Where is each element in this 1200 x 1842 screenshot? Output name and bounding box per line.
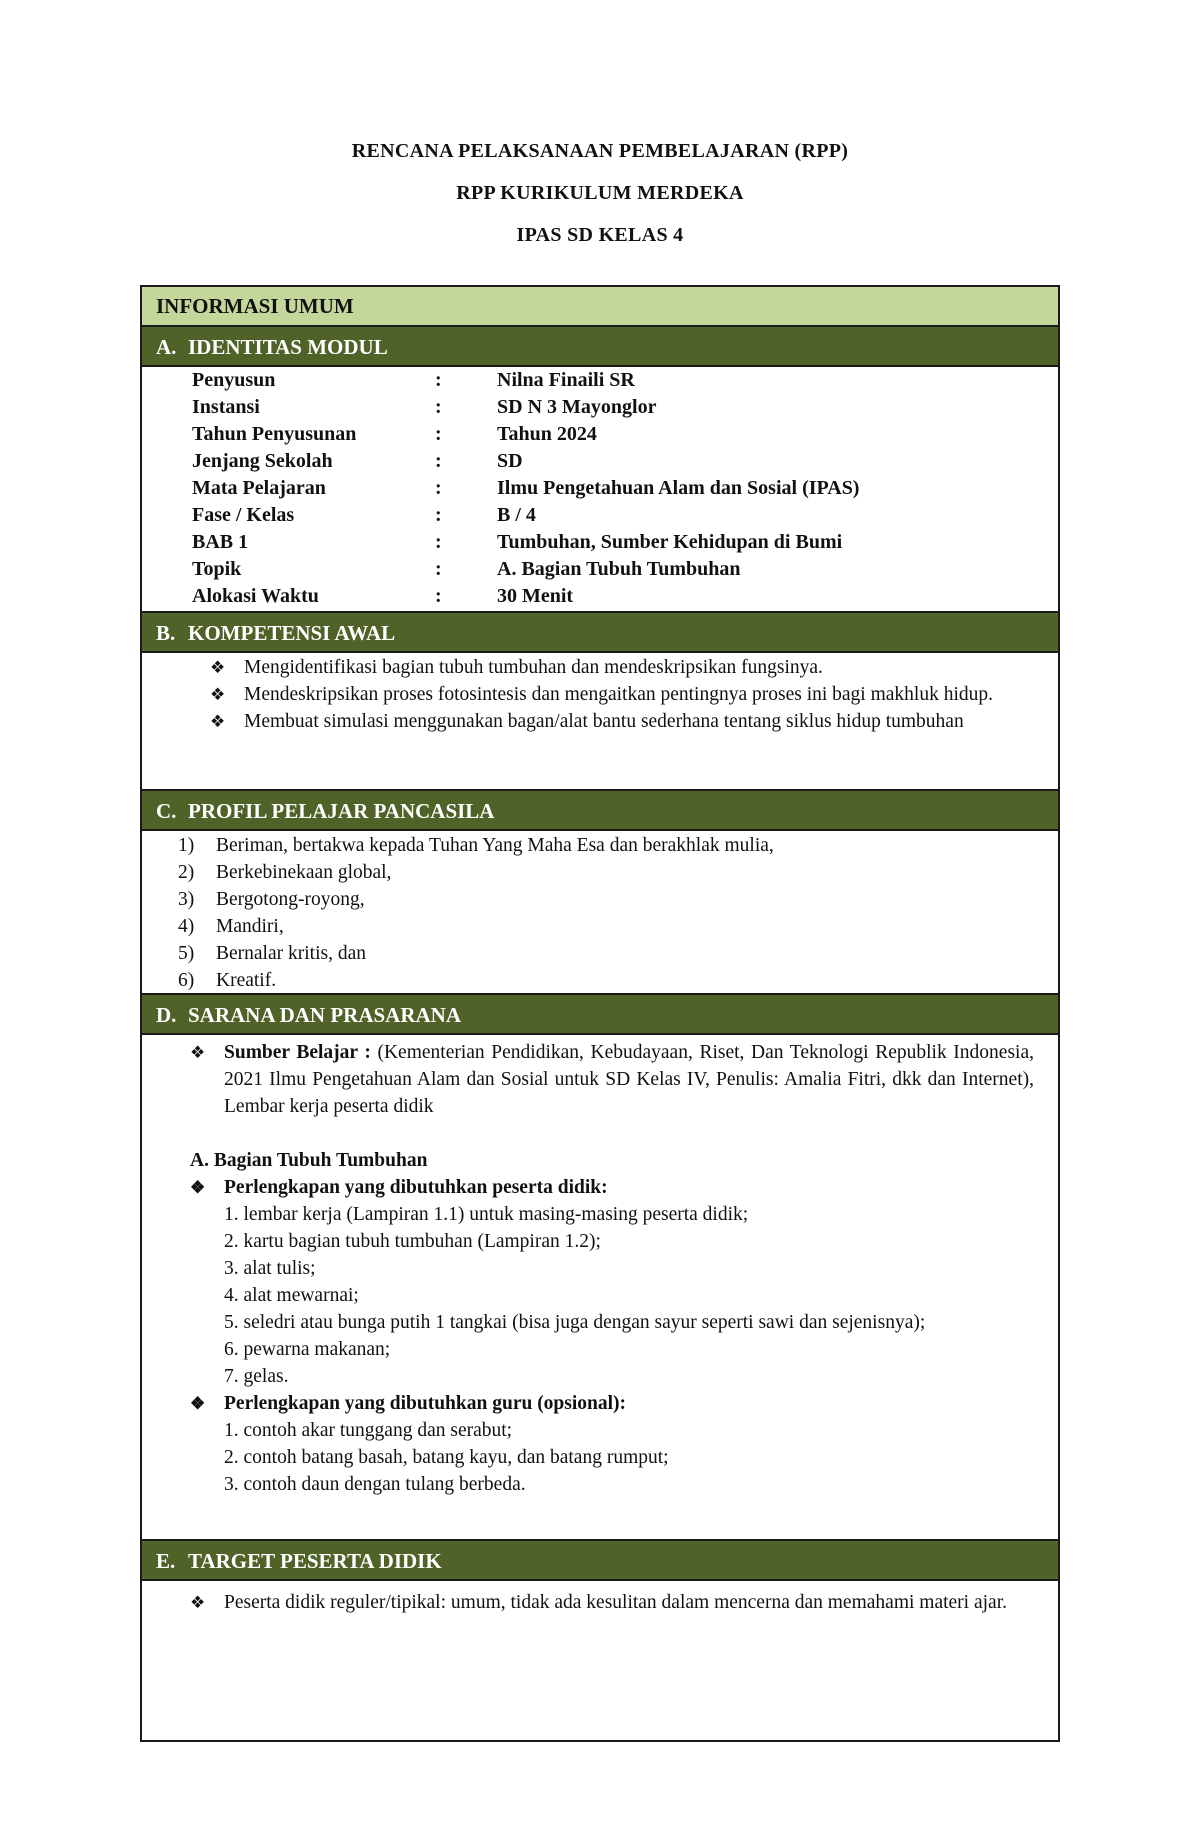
guru-items (182, 1417, 1034, 1498)
sarana-block (182, 1039, 1034, 1498)
profil-text: Kreatif. (216, 970, 277, 991)
list-item (178, 913, 774, 940)
sumber-belajar-item (182, 1039, 1034, 1120)
identitas-value: B / 4 (497, 504, 536, 526)
item-number: 5) (178, 943, 195, 964)
identitas-key: Mata Pelajaran (192, 477, 326, 499)
kompetensi-text: Membuat simulasi menggunakan bagan/alat bantu sederhana tentang siklus hidup tumbuhan (244, 711, 964, 732)
informasi-umum-header: INFORMASI UMUM (142, 287, 1058, 327)
identitas-colon: : (435, 558, 442, 580)
identitas-colon: : (435, 369, 442, 391)
identitas-colon: : (435, 585, 442, 607)
section-b-title: KOMPETENSI AWAL (188, 621, 396, 645)
list-item (202, 708, 1002, 735)
profil-text: Mandiri, (216, 916, 284, 937)
identitas-colon: : (435, 477, 442, 499)
identitas-key: Jenjang Sekolah (192, 450, 333, 472)
item-number: 3) (178, 889, 195, 910)
peserta-items (182, 1201, 984, 1390)
identitas-colon: : (435, 396, 442, 418)
section-d-title: SARANA DAN PRASARANA (188, 1003, 462, 1027)
section-b-letter: B. (156, 621, 176, 645)
section-d-header (142, 993, 1058, 1035)
identitas-value: Ilmu Pengetahuan Alam dan Sosial (IPAS) (497, 477, 860, 499)
sumber-belajar-label: Sumber Belajar : (224, 1042, 371, 1063)
identitas-colon: : (435, 504, 442, 526)
identitas-value: 30 Menit (497, 585, 574, 607)
section-e-letter: E. (156, 1549, 176, 1573)
section-a-title: IDENTITAS MODUL (188, 335, 388, 359)
list-item: 2. kartu bagian tubuh tumbuhan (Lampiran 1.2); (224, 1231, 601, 1252)
list-item (178, 859, 774, 886)
identitas-colon: : (435, 423, 442, 445)
guru-label: Perlengkapan yang dibutuhkan guru (opsional): (224, 1393, 627, 1414)
identitas-value: SD (497, 450, 523, 472)
profil-text: Beriman, bertakwa kepada Tuhan Yang Maha Esa dan berakhlak mulia, (216, 835, 774, 856)
list-item (178, 940, 774, 967)
item-number: 4) (178, 916, 195, 937)
identitas-key: BAB 1 (192, 531, 249, 553)
item-number: 2) (178, 862, 195, 883)
list-item: 1. lembar kerja (Lampiran 1.1) untuk masing-masing peserta didik; (224, 1204, 749, 1225)
list-item (178, 967, 774, 994)
list-item: 7. gelas. (224, 1366, 289, 1387)
peserta-label: Perlengkapan yang dibutuhkan peserta didik: (224, 1177, 608, 1198)
section-e-header (142, 1539, 1058, 1581)
diamond-bullet-icon: ❖ (210, 658, 226, 677)
kompetensi-text: Mengidentifikasi bagian tubuh tumbuhan dan mendeskripsikan fungsinya. (244, 657, 823, 678)
peserta-label-item (182, 1174, 1034, 1201)
sumber-belajar-text: (Kementerian Pendidikan, Kebudayaan, Riset, Dan Teknologi Republik Indonesia, 2021 Ilmu Pengetahuan Alam dan Sosial untuk SD Kelas IV, Penulis: Amalia Fitri, dkk dan Internet), Lembar kerja peserta didik (224, 1042, 1034, 1117)
profil-list (178, 832, 774, 994)
list-item: 5. seledri atau bunga putih 1 tangkai (bisa juga dengan sayur seperti sawi dan sejenisnya); (224, 1312, 926, 1333)
guru-label-item (182, 1390, 1034, 1417)
list-item: 3. contoh daun dengan tulang berbeda. (224, 1474, 526, 1495)
diamond-bullet-icon: ❖ (190, 1394, 206, 1413)
kompetensi-text: Mendeskripsikan proses fotosintesis dan mengaitkan pentingnya proses ini bagi makhluk hidup. (244, 684, 994, 705)
identitas-key: Penyusun (192, 369, 276, 391)
doc-title: RENCANA PELAKSANAAN PEMBELAJARAN (RPP) (351, 140, 849, 162)
section-a-letter: A. (156, 335, 177, 359)
section-c-title: PROFIL PELAJAR PANCASILA (188, 799, 495, 823)
list-item (178, 832, 774, 859)
item-number: 6) (178, 970, 195, 991)
identitas-value: Tumbuhan, Sumber Kehidupan di Bumi (497, 531, 843, 553)
section-a-header (142, 325, 1058, 367)
identitas-key: Instansi (192, 396, 260, 418)
list-item (202, 654, 1002, 681)
list-item (202, 681, 1002, 708)
profil-text: Bergotong-royong, (216, 889, 365, 910)
identitas-key: Fase / Kelas (192, 504, 295, 526)
identitas-value: SD N 3 Mayonglor (497, 396, 657, 418)
kompetensi-list (202, 654, 1002, 735)
section-d-letter: D. (156, 1003, 177, 1027)
identitas-value: A. Bagian Tubuh Tumbuhan (497, 558, 741, 580)
list-item: 1. contoh akar tunggang dan serabut; (224, 1420, 513, 1441)
diamond-bullet-icon: ❖ (210, 685, 226, 704)
diamond-bullet-icon: ❖ (190, 1043, 206, 1062)
list-item: 3. alat tulis; (224, 1258, 316, 1279)
section-c-header (142, 789, 1058, 831)
section-b-header (142, 611, 1058, 653)
diamond-bullet-icon: ❖ (190, 1178, 206, 1197)
profil-text: Bernalar kritis, dan (216, 943, 366, 964)
target-text: Peserta didik reguler/tipikal: umum, tidak ada kesulitan dalam mencerna dan memahami materi ajar. (224, 1592, 1007, 1613)
doc-subtitle-1: RPP KURIKULUM MERDEKA (456, 182, 744, 204)
identitas-colon: : (435, 450, 442, 472)
identitas-colon: : (435, 531, 442, 553)
diamond-bullet-icon: ❖ (210, 712, 226, 731)
identitas-key: Tahun Penyusunan (192, 423, 357, 445)
diamond-bullet-icon: ❖ (190, 1593, 206, 1612)
document-titles (0, 138, 1200, 264)
rpp-table (140, 285, 1060, 1742)
section-c-letter: C. (156, 799, 177, 823)
identitas-value: Nilna Finaili SR (497, 369, 635, 391)
item-number: 1) (178, 835, 195, 856)
list-item: 4. alat mewarnai; (224, 1285, 359, 1306)
target-list (182, 1589, 1027, 1616)
list-item (182, 1589, 1027, 1616)
profil-text: Berkebinekaan global, (216, 862, 392, 883)
identitas-key: Topik (192, 558, 242, 580)
list-item: 2. contoh batang basah, batang kayu, dan batang rumput; (224, 1447, 669, 1468)
identitas-value: Tahun 2024 (497, 423, 597, 445)
subheading: A. Bagian Tubuh Tumbuhan (190, 1150, 428, 1171)
identitas-key: Alokasi Waktu (192, 585, 319, 607)
doc-subtitle-2: IPAS SD KELAS 4 (516, 224, 684, 246)
list-item (178, 886, 774, 913)
list-item: 6. pewarna makanan; (224, 1339, 391, 1360)
section-e-title: TARGET PESERTA DIDIK (188, 1549, 442, 1573)
